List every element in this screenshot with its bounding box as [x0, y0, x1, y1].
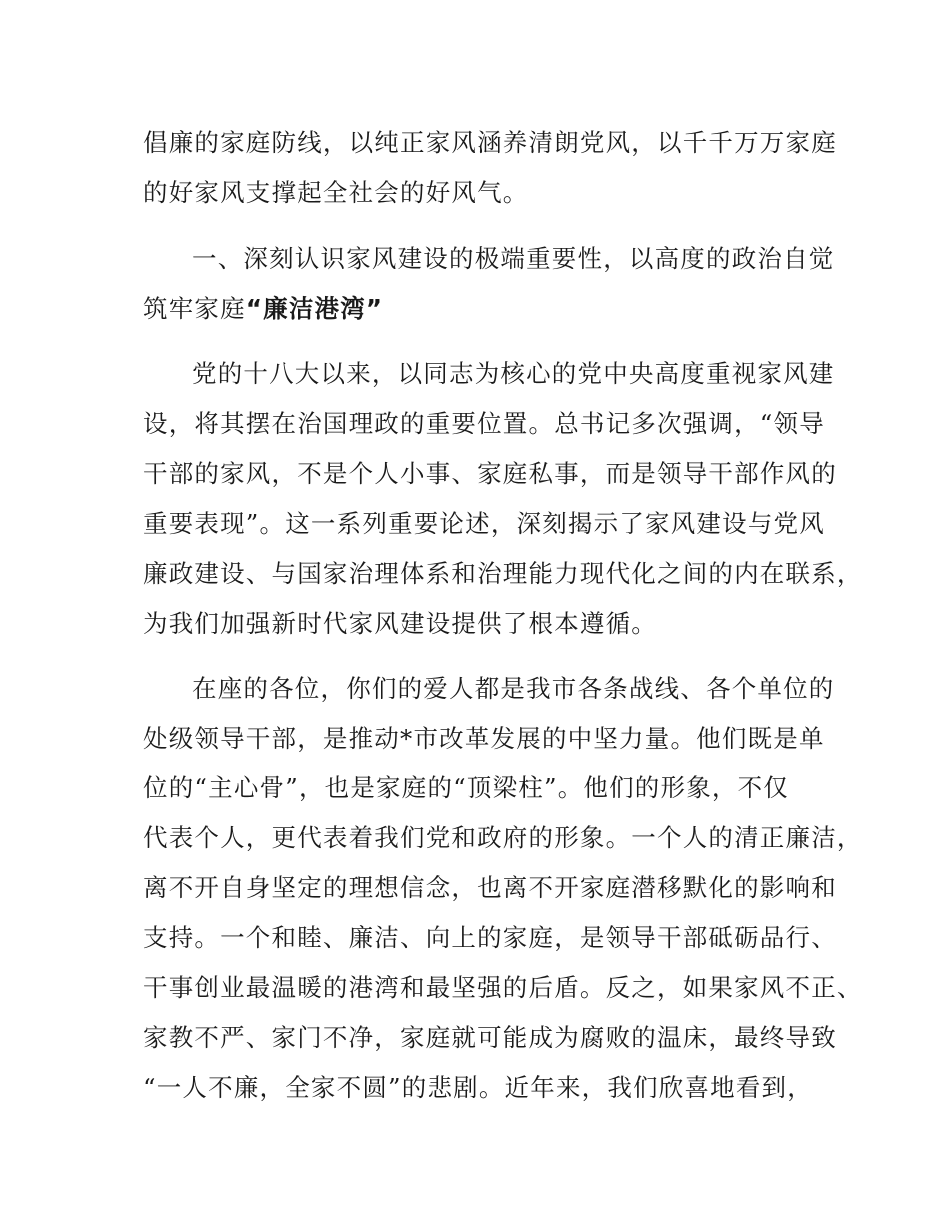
section-heading-line: 一、深刻认识家风建设的极端重要性，以高度的政治自觉 — [192, 244, 835, 273]
text-line: 代表个人，更代表着我们党和政府的形象。一个人的清正廉洁， — [143, 823, 863, 852]
text-line: 在座的各位，你们的爱人都是我市各条战线、各个单位的 — [192, 674, 835, 703]
text-line: 离不开自身坚定的理想信念，也离不开家庭潜移默化的影响和 — [143, 873, 837, 902]
text-line: “一人不廉，全家不圆”的悲剧。近年来，我们欣喜地看到， — [143, 1073, 813, 1102]
text-line: 重要表现”。这一系列重要论述，深刻揭示了家风建设与党风 — [143, 509, 825, 538]
text-line: 位的“主心骨”，也是家庭的“顶梁柱”。他们的形象，不仅 — [143, 773, 789, 802]
section-heading-emphasis: “廉洁港湾” — [245, 294, 384, 323]
text-line: 干部的家风，不是个人小事、家庭私事，而是领导干部作风的 — [143, 459, 837, 488]
text-line: 支持。一个和睦、廉洁、向上的家庭，是领导干部砥砺品行、 — [143, 923, 837, 952]
text-line: 为我们加强新时代家风建设提供了根本遵循。 — [143, 609, 657, 638]
text-line: 的好家风支撑起全社会的好风气。 — [143, 178, 529, 207]
text-line: 设，将其摆在治国理政的重要位置。总书记多次强调，“领导 — [143, 409, 825, 438]
text-line: 倡廉的家庭防线，以纯正家风涵养清朗党风，以千千万万家庭 — [143, 128, 837, 157]
text-line: 处级领导干部，是推动*市改革发展的中坚力量。他们既是单 — [143, 724, 825, 753]
section-heading-line — [143, 293, 383, 325]
section-heading-text: 筑牢家庭 — [143, 294, 246, 323]
text-line: 家教不严、家门不净，家庭就可能成为腐败的温床，最终导致 — [143, 1023, 837, 1052]
text-line: 廉政建设、与国家治理体系和治理能力现代化之间的内在联系， — [143, 559, 863, 588]
text-line: 党的十八大以来，以同志为核心的党中央高度重视家风建 — [192, 359, 835, 388]
text-line: 干事创业最温暖的港湾和最坚强的后盾。反之，如果家风不正、 — [143, 973, 863, 1002]
